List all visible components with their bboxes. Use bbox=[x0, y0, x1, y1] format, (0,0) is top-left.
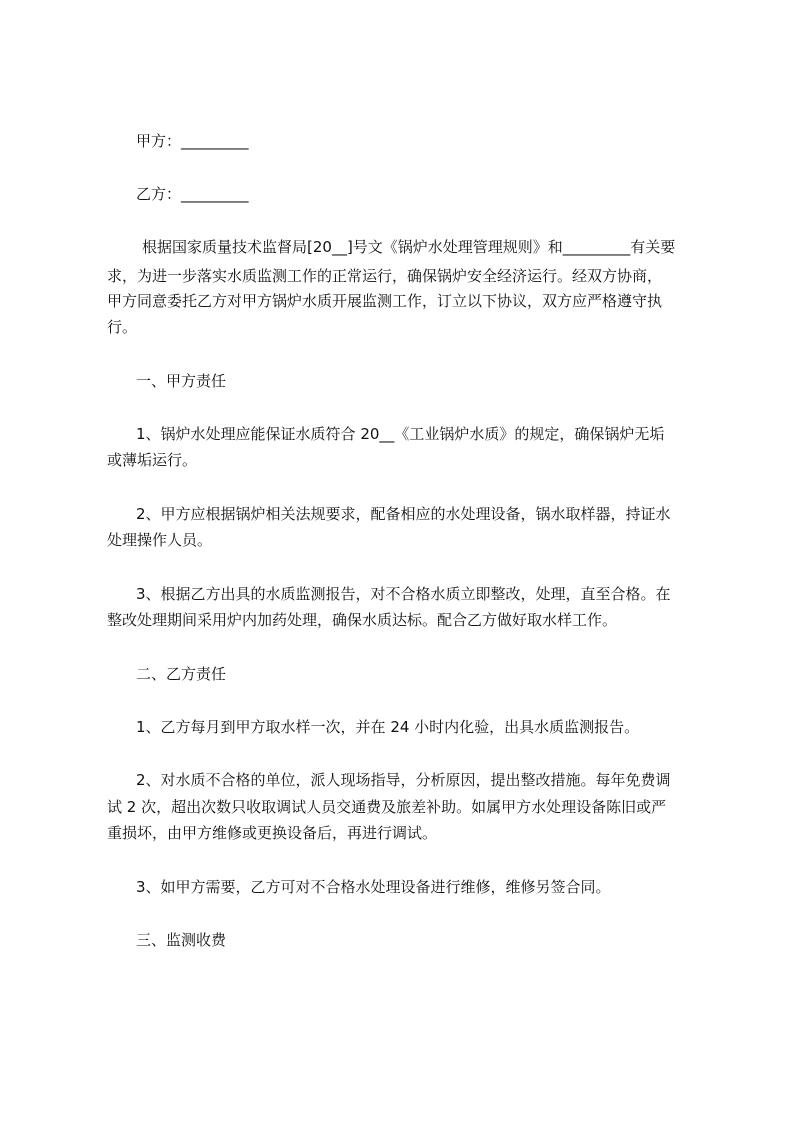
paragraph-line: 3、根据乙方出具的水质监测报告，对不合格水质立即整改，处理，直至合格。在 bbox=[136, 585, 671, 603]
section-heading-fees: 三、监测收费 bbox=[136, 931, 227, 949]
paragraph-line: 或薄垢运行。 bbox=[107, 451, 198, 469]
party-a-line: 甲方：_________ bbox=[136, 132, 249, 150]
paragraph-line: 整改处理期间采用炉内加药处理，确保水质达标。配合乙方做好取水样工作。 bbox=[107, 611, 618, 629]
intro-line: 求，为进一步落实水质监测工作的正常运行，确保锅炉安全经济运行。经双方协商， bbox=[107, 267, 663, 285]
paragraph-line: 2、对水质不合格的单位，派人现场指导，分析原因，提出整改措施。每年免费调 bbox=[136, 771, 671, 789]
paragraph-line: 试 2 次，超出次数只收取调试人员交通费及旅差补助。如属甲方水处理设备陈旧或严 bbox=[107, 798, 667, 816]
intro-line: 行。 bbox=[107, 318, 138, 336]
intro-line: 甲方同意委托乙方对甲方锅炉水质开展监测工作，订立以下协议，双方应严格遵守执 bbox=[107, 292, 663, 310]
section-heading-party-a: 一、甲方责任 bbox=[136, 372, 227, 390]
party-b-line: 乙方：_________ bbox=[136, 185, 249, 203]
intro-line: 根据国家质量技术监督局[20__]号文《锅炉水处理管理规则》和_________有关要 bbox=[142, 238, 676, 256]
paragraph-line: 处理操作人员。 bbox=[107, 531, 213, 549]
paragraph-line: 2、甲方应根据锅炉相关法规要求，配备相应的水处理设备，锅水取样器，持证水 bbox=[136, 505, 671, 523]
section-heading-party-b: 二、乙方责任 bbox=[136, 665, 227, 683]
paragraph-line: 3、如甲方需要，乙方可对不合格水处理设备进行维修，维修另签合同。 bbox=[136, 878, 611, 896]
paragraph-line: 1、锅炉水处理应能保证水质符合 20__《工业锅炉水质》的规定，确保锅炉无垢 bbox=[136, 425, 665, 443]
paragraph-line: 重损坏，由甲方维修或更换设备后，再进行调试。 bbox=[107, 824, 438, 842]
paragraph-line: 1、乙方每月到甲方取水样一次，并在 24 小时内化验，出具水质监测报告。 bbox=[136, 718, 640, 736]
